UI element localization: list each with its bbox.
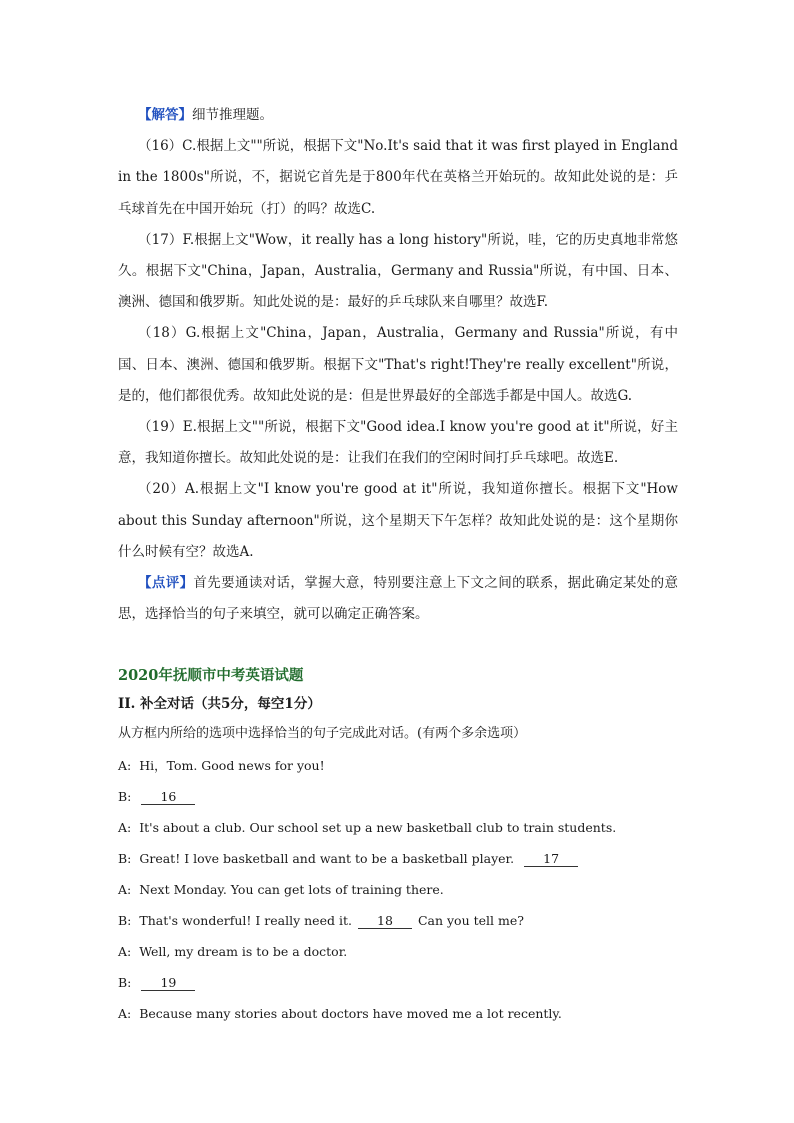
- speaker-label: B:: [118, 975, 132, 991]
- dialogue-line: [118, 812, 678, 843]
- page-content: [118, 100, 678, 1029]
- speaker-label: A:: [118, 820, 132, 836]
- speaker-label: B:: [118, 789, 132, 805]
- dialogue-line: [118, 781, 678, 812]
- speaker-label: A:: [118, 882, 132, 898]
- analysis-item-16: （16）C.根据上文""所说，根据下文"No.It's said that it was first played in England in the 1800s"所说，不，据说它首先是于800年代在英格兰开始玩的。故知此处说的是：乒乓球首先在中国开始玩（打）的吗？故选C.: [118, 138, 678, 217]
- comment-text: 首先要通读对话，掌握大意，特别要注意上下文之间的联系，据此确定某处的意思，选择恰当的句子来填空，就可以确定正确答案。: [118, 575, 678, 623]
- dialogue-line: [118, 967, 678, 998]
- answer-blank[interactable]: 19: [141, 975, 195, 991]
- dialogue-line: [118, 905, 678, 936]
- dialogue-line: [118, 936, 678, 967]
- dialogue-text: Next Monday. You can get lots of training there.: [139, 882, 444, 898]
- speaker-label: A:: [118, 944, 132, 960]
- answer-tag: 【解答】: [138, 107, 192, 123]
- speaker-label: A:: [118, 758, 132, 774]
- dialogue-text: Great! I love basketball and want to be a basketball player.: [139, 851, 515, 867]
- answer-blank[interactable]: 17: [524, 851, 578, 867]
- dialogue-text: It's about a club. Our school set up a new basketball club to train students.: [139, 820, 617, 836]
- dialogue-text-after: Can you tell me?: [417, 913, 524, 929]
- dialogue-text: Hi，Tom. Good news for you!: [139, 758, 325, 774]
- instruction-text: 从方框内所给的选项中选择恰当的句子完成此对话。(有两个多余选项）: [118, 726, 527, 742]
- answer-heading: [118, 100, 678, 131]
- answer-blank[interactable]: 18: [358, 913, 412, 929]
- dialogue-text: That's wonderful! I really need it.: [139, 913, 352, 929]
- analysis-item-20: （20）A.根据上文"I know you're good at it"所说，我知道你擅长。根据下文"How about this Sunday afternoon"所说，这个星期天下午怎样？故知此处说的是：这个星期你什么时候有空？故选A.: [118, 481, 678, 560]
- analysis-item-18: （18）G.根据上文"China，Japan，Australia，Germany and Russia"所说，有中国、日本、澳洲、德国和俄罗斯。根据下文"That's right!They're really excellent"所说，是的，他们都很优秀。故知此处说的是：但是世界最好的全部选手都是中国人。故选G.: [118, 325, 678, 404]
- speaker-label: A:: [118, 1006, 132, 1022]
- answer-intro: 细节推理题。: [192, 107, 273, 123]
- analysis-item-19: （19）E.根据上文""所说，根据下文"Good idea.I know you're good at it"所说，好主意，我知道你擅长。故知此处说的是：让我们在我们的空闲时间打乒乓球吧。故选E.: [118, 419, 678, 467]
- dialogue-text: Because many stories about doctors have moved me a lot recently.: [139, 1006, 562, 1022]
- speaker-label: B:: [118, 913, 132, 929]
- dialogue-line: [118, 874, 678, 905]
- dialogue-text: Well, my dream is to be a doctor.: [139, 944, 348, 960]
- section-heading: II. 补全对话（共5分，每空1分）: [118, 696, 321, 713]
- answer-blank[interactable]: 16: [141, 789, 195, 805]
- exam-title: 2020年抚顺市中考英语试题: [118, 667, 304, 685]
- dialogue: [118, 750, 678, 1029]
- comment-paragraph: [118, 568, 678, 630]
- dialogue-line: [118, 750, 678, 781]
- comment-tag: 【点评】: [138, 575, 194, 592]
- speaker-label: B:: [118, 851, 132, 867]
- analysis-item-17: （17）F.根据上文"Wow，it really has a long history"所说，哇，它的历史真地非常悠久。根据下文"China，Japan，Australia，Germany and Russia"所说，有中国、日本、澳洲、德国和俄罗斯。知此处说的是：最好的乒乓球队来自哪里？故选F.: [118, 231, 678, 311]
- dialogue-line: [118, 998, 678, 1029]
- dialogue-line: [118, 843, 678, 874]
